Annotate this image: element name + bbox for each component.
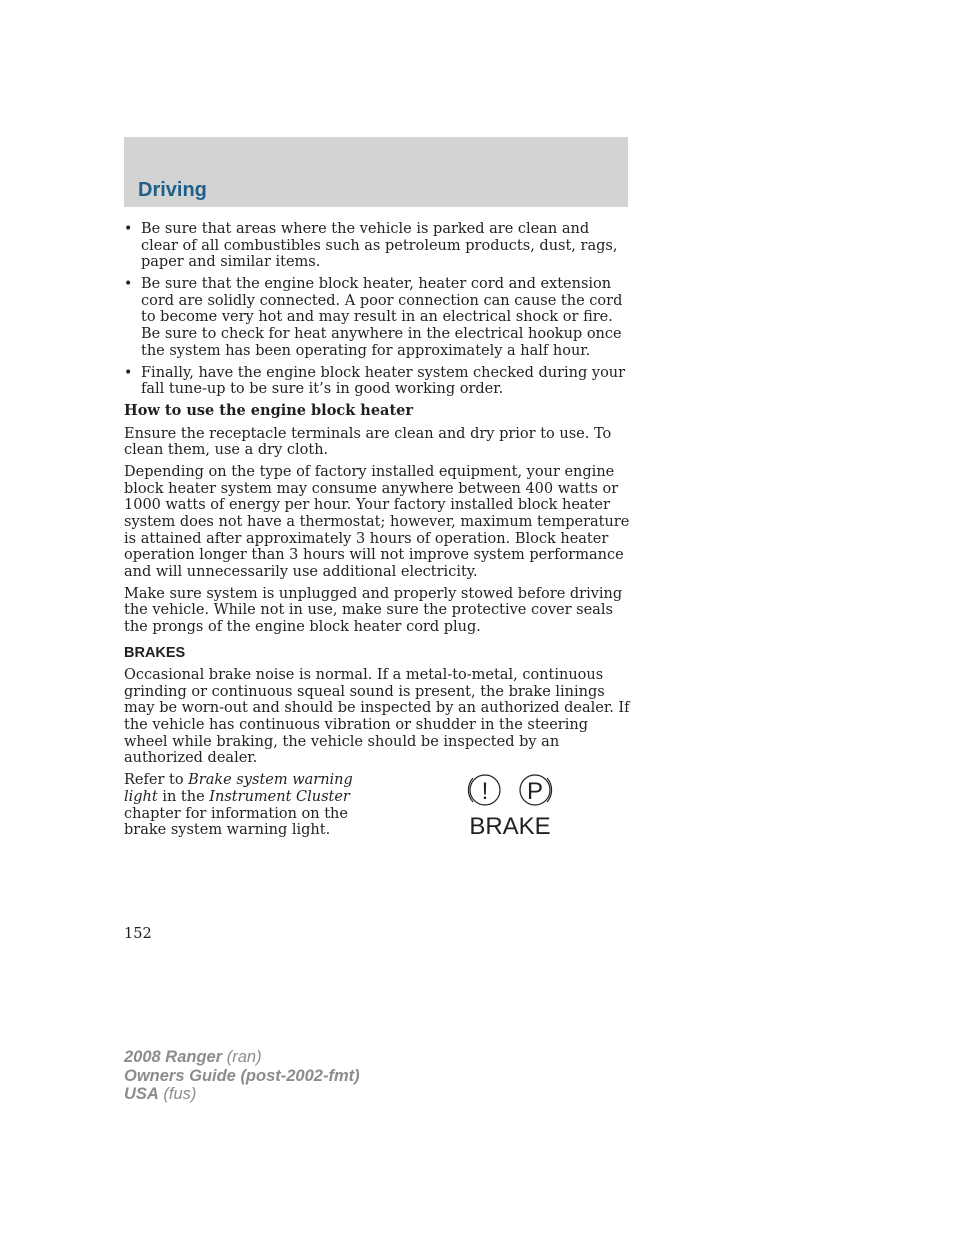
brake-warning-icon [464, 773, 556, 839]
bullet-list [124, 221, 630, 398]
refer-middle: in the [157, 788, 210, 805]
footer-line-1 [124, 1048, 360, 1067]
brakes-heading: BRAKES [124, 644, 186, 661]
footer-line-3 [124, 1085, 360, 1104]
brake-label: BRAKE [469, 813, 551, 840]
paragraph: Make sure system is unplugged and properly stowed before driving the vehicle. While not in use, make sure the protective cover seals the prongs of the engine block heater cord plug. [124, 585, 623, 636]
exclaim-glyph: ! [481, 778, 489, 806]
brakes-paragraph: Occasional brake noise is normal. If a metal-to-metal, continuous grinding or continuous squeal sound is present, the brake linings may be worn-out and should be inspected by an authorized dealer. If the vehicle has continuous vibration or shudder in the steering wheel while braking, the vehicle should be inspected by an authorized dealer. [124, 667, 630, 767]
subheading: How to use the engine block heater [124, 402, 414, 420]
refer-prefix: Refer to [124, 772, 189, 789]
park-glyph: P [526, 778, 544, 806]
list-item [124, 365, 630, 398]
paragraph: Ensure the receptacle terminals are clean and dry prior to use. To clean them, use a dry cloth. [124, 425, 612, 459]
footer-guide: Owners Guide (post-2002-fmt) [124, 1066, 360, 1085]
footer-model: 2008 Ranger [124, 1048, 223, 1066]
brake-reference-row [124, 772, 630, 842]
list-item [124, 276, 630, 359]
brake-reference-text [124, 772, 382, 838]
footer-market: USA [124, 1085, 159, 1103]
refer-link-brake-warning: Brake system warning light [124, 772, 353, 805]
bullet-text: Be sure that the engine block heater, heater cord and extension cord are solidly connected. A poor connection can cause the cord to become very hot and may result in an electrical shock or fire. Be sure to check for heat anywhere in the electrical hookup once the system has been operating for approximately a half hour. [141, 276, 623, 359]
bullet-glyph: • [124, 276, 133, 293]
bullet-glyph: • [124, 364, 133, 381]
footer-model-code: (ran) [222, 1048, 262, 1066]
list-item [124, 221, 630, 271]
paragraph: Depending on the type of factory installed equipment, your engine block heater system may consume anywhere between 400 watts or 1000 watts of energy per hour. Your factory installed block heater system does not have a thermostat; however, maximum temperature is attained after approximately 3 hours of operation. Block heater operation longer than 3 hours will not improve system performance and will unnecessarily use additional electricity. [124, 464, 630, 580]
footer [124, 1048, 360, 1104]
footer-market-code: (fus) [158, 1085, 197, 1103]
bullet-text: Finally, have the engine block heater system checked during your fall tune-up to be sure it’s in good working order. [141, 364, 626, 398]
section-header-band [124, 137, 628, 207]
page-number: 152 [124, 926, 152, 942]
page-content [124, 221, 630, 842]
refer-link-instrument-cluster: Instrument Cluster [209, 788, 350, 805]
bullet-text: Be sure that areas where the vehicle is parked are clean and clear of all combustibles such as petroleum products, dust, rags, paper and similar items. [141, 221, 618, 271]
section-title: Driving [138, 179, 207, 201]
bullet-glyph: • [124, 221, 133, 237]
refer-suffix: chapter for information on the brake system warning light. [124, 805, 348, 839]
footer-line-2 [124, 1067, 360, 1086]
